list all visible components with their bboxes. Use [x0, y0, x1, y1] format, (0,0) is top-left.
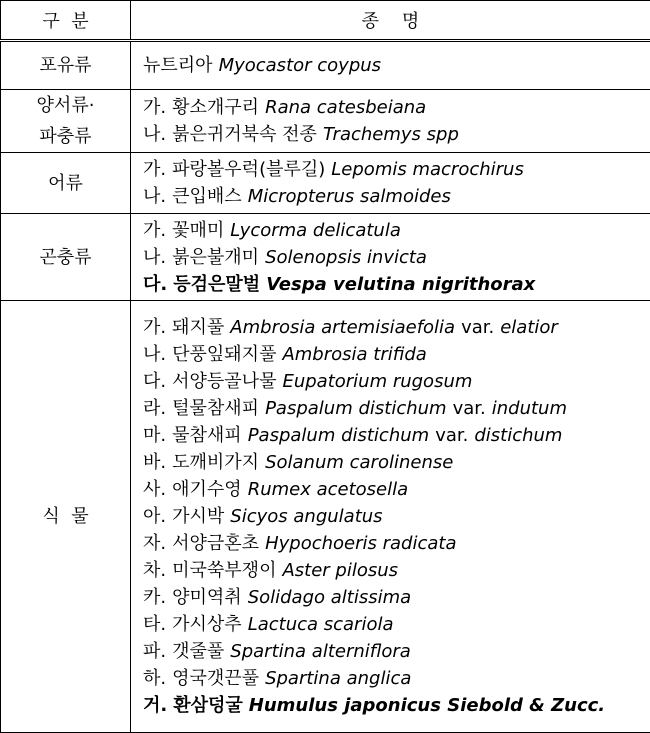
- item-prefix: 타.: [143, 614, 166, 635]
- category-cell: 어류: [1, 153, 131, 214]
- species-line: [143, 183, 650, 210]
- scientific-name: Ambrosia artemisiaefolia: [230, 317, 455, 338]
- species-line: [143, 530, 650, 557]
- species-line: [143, 557, 650, 584]
- scientific-name: Rana catesbeiana: [265, 97, 426, 118]
- category-cell: 포유류: [1, 41, 131, 90]
- scientific-name: Spartina anglica: [265, 668, 411, 689]
- species-line: [143, 395, 650, 422]
- species-line: [143, 52, 650, 79]
- item-prefix: 카.: [143, 587, 166, 608]
- korean-name: 단풍잎돼지풀: [172, 344, 276, 365]
- variety-name: distichum: [474, 425, 562, 446]
- row-amphibians-reptiles: [1, 90, 650, 153]
- row-plants: [1, 301, 650, 733]
- var-label: var.: [435, 425, 468, 446]
- row-insects: [1, 214, 650, 301]
- item-prefix: 마.: [143, 425, 166, 446]
- scientific-name: Aster pilosus: [282, 560, 398, 581]
- category-cell: [1, 90, 131, 153]
- korean-name: 털물참새피: [172, 398, 259, 419]
- scientific-name: Myocastor coypus: [219, 55, 381, 76]
- species-cell: [131, 301, 650, 733]
- item-prefix: 파.: [143, 641, 166, 662]
- scientific-name: Paspalum distichum: [248, 425, 430, 446]
- scientific-name: Spartina alterniflora: [230, 641, 411, 662]
- item-prefix: 다.: [143, 274, 167, 295]
- scientific-name: Solenopsis invicta: [265, 247, 427, 268]
- scientific-name: Sicyos angulatus: [230, 506, 382, 527]
- korean-name: 붉은귀거북속 전종: [172, 124, 317, 145]
- korean-name: 뉴트리아: [143, 55, 213, 76]
- species-line: [143, 503, 650, 530]
- korean-name: 돼지풀: [172, 317, 224, 338]
- category-line: 파충류: [1, 121, 130, 152]
- item-prefix: 차.: [143, 560, 166, 581]
- korean-name: 파랑볼우럭(블루길): [172, 159, 325, 180]
- korean-name: 환삼덩굴: [173, 695, 243, 716]
- header-row: [1, 1, 650, 41]
- item-prefix: 자.: [143, 533, 166, 554]
- item-prefix: 다.: [143, 371, 166, 392]
- scientific-name: Solanum carolinense: [265, 452, 453, 473]
- korean-name: 가시상추: [172, 614, 242, 635]
- scientific-name: Vespa velutina nigrithorax: [266, 274, 535, 295]
- korean-name: 양미역취: [172, 587, 242, 608]
- korean-name: 서양금혼초: [172, 533, 259, 554]
- category-cell: 식 물: [1, 301, 131, 733]
- item-prefix: 하.: [143, 668, 166, 689]
- category-cell: 곤충류: [1, 214, 131, 301]
- species-line: [143, 638, 650, 665]
- species-line-highlighted: [143, 692, 650, 719]
- korean-name: 가시박: [172, 506, 224, 527]
- item-prefix: 가.: [143, 97, 166, 118]
- korean-name: 영국갯끈풀: [172, 668, 259, 689]
- scientific-name: Humulus japonicus Siebold & Zucc.: [249, 695, 605, 716]
- item-prefix: 나.: [143, 124, 166, 145]
- category-line: 양서류·: [1, 90, 130, 121]
- scientific-name: Eupatorium rugosum: [282, 371, 472, 392]
- species-line: [143, 156, 650, 183]
- species-line-highlighted: [143, 271, 650, 298]
- korean-name: 붉은불개미: [172, 247, 259, 268]
- item-prefix: 바.: [143, 452, 166, 473]
- species-line: [143, 94, 650, 121]
- species-line: [143, 368, 650, 395]
- variety-name: indutum: [492, 398, 567, 419]
- scientific-name: Ambrosia trifida: [282, 344, 426, 365]
- header-category: 구 분: [1, 1, 131, 41]
- row-fish: [1, 153, 650, 214]
- species-line: [143, 584, 650, 611]
- species-line: [143, 244, 650, 271]
- species-line: [143, 449, 650, 476]
- var-label: var.: [453, 398, 486, 419]
- scientific-name: Lactuca scariola: [248, 614, 394, 635]
- species-cell: [131, 153, 650, 214]
- korean-name: 갯줄풀: [172, 641, 224, 662]
- korean-name: 서양등골나물: [172, 371, 276, 392]
- item-prefix: 가.: [143, 317, 166, 338]
- scientific-name: Paspalum distichum: [265, 398, 447, 419]
- species-line: [143, 314, 650, 341]
- row-mammals: [1, 41, 650, 90]
- korean-name: 도깨비가지: [172, 452, 259, 473]
- korean-name: 물참새피: [172, 425, 242, 446]
- item-prefix: 가.: [143, 220, 166, 241]
- scientific-name: Rumex acetosella: [248, 479, 408, 500]
- korean-name: 애기수영: [172, 479, 242, 500]
- species-cell: [131, 41, 650, 90]
- item-prefix: 나.: [143, 186, 166, 207]
- species-line: [143, 665, 650, 692]
- item-prefix: 아.: [143, 506, 166, 527]
- header-species: 종 명: [131, 1, 650, 41]
- scientific-name: Trachemys spp: [323, 124, 459, 145]
- scientific-name: Solidago altissima: [248, 587, 411, 608]
- korean-name: 큰입배스: [172, 186, 242, 207]
- korean-name: 미국쑥부쟁이: [172, 560, 276, 581]
- species-line: [143, 217, 650, 244]
- species-line: [143, 121, 650, 148]
- item-prefix: 나.: [143, 247, 166, 268]
- var-label: var.: [461, 317, 494, 338]
- scientific-name: Lepomis macrochirus: [331, 159, 524, 180]
- scientific-name: Lycorma delicatula: [230, 220, 401, 241]
- korean-name: 등검은말벌: [173, 274, 260, 295]
- species-cell: [131, 214, 650, 301]
- scientific-name: Micropterus salmoides: [248, 186, 451, 207]
- species-line: [143, 611, 650, 638]
- item-prefix: 거.: [143, 695, 167, 716]
- species-line: [143, 341, 650, 368]
- item-prefix: 나.: [143, 344, 166, 365]
- species-line: [143, 422, 650, 449]
- korean-name: 꽃매미: [172, 220, 224, 241]
- korean-name: 황소개구리: [172, 97, 259, 118]
- species-cell: [131, 90, 650, 153]
- variety-name: elatior: [500, 317, 558, 338]
- species-line: [143, 476, 650, 503]
- item-prefix: 가.: [143, 159, 166, 180]
- item-prefix: 라.: [143, 398, 166, 419]
- item-prefix: 사.: [143, 479, 166, 500]
- scientific-name: Hypochoeris radicata: [265, 533, 456, 554]
